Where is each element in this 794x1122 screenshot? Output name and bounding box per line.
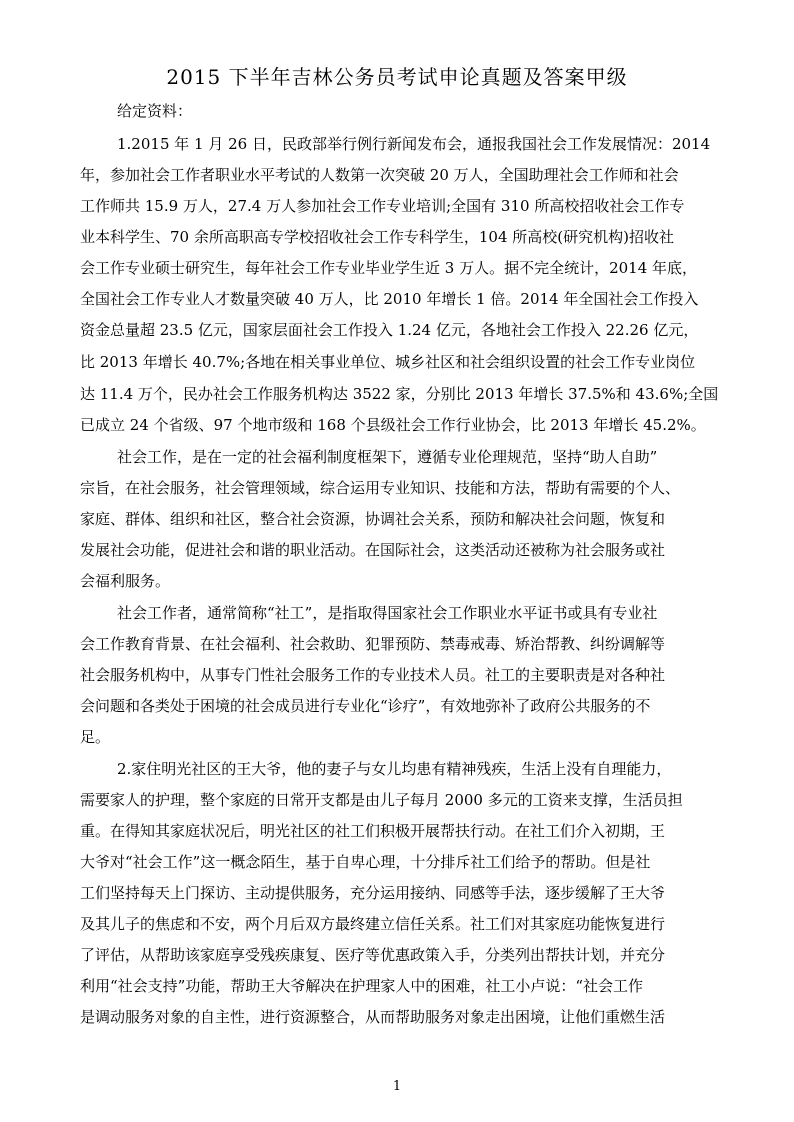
- text-line: 需要家人的护理，整个家庭的日常开支都是由儿子每月 2000 多元的工资来支撑，生活员担: [80, 791, 683, 809]
- text-line: 工们坚持每天上门探访、主动提供服务，充分运用接纳、同感等手法，逐步缓解了王大爷: [80, 884, 666, 902]
- text-line: 资金总量超 23.5 亿元，国家层面社会工作投入 1.24 亿元，各地社会工作投入 22.26 亿元，: [80, 321, 699, 339]
- text-line: 社会工作，是在一定的社会福利制度框架下，遵循专业伦理规范，坚持“助人自助”: [117, 448, 658, 466]
- text-line: 会工作专业硕士研究生，每年社会工作专业毕业学生近 3 万人。据不完全统计，2014 年底，: [80, 259, 698, 277]
- text-line: 1.2015 年 1 月 26 日，民政部举行例行新闻发布会，通报我国社会工作发展情况：2014: [117, 135, 711, 153]
- text-line: 会工作教育背景、在社会福利、社会救助、犯罪预防、禁毒戒毒、矫治帮教、纠纷调解等: [80, 635, 666, 653]
- text-line: 大爷对“社会工作”这一概念陌生，基于自卑心理，十分排斥社工们给予的帮助。但是社: [80, 853, 651, 871]
- text-line: 会福利服务。: [80, 572, 171, 590]
- text-line: 社会工作者，通常简称“社工”，是指取得国家社会工作职业水平证书或具有专业社: [117, 604, 658, 622]
- text-line: 了评估，从帮助该家庭享受残疾康复、医疗等优惠政策入手，分类列出帮扶计划，并充分: [80, 946, 666, 964]
- text-line: 给定资料：: [117, 102, 193, 120]
- text-line: 是调动服务对象的自主性，进行资源整合，从而帮助服务对象走出困境，让他们重燃生活: [80, 1008, 666, 1026]
- document-title: 2015 下半年吉林公务员考试申论真题及答案甲级: [166, 65, 628, 89]
- text-line: 利用“社会支持”功能，帮助王大爷解决在护理家人中的困难，社工小卢说：“社会工作: [80, 977, 644, 995]
- text-line: 达 11.4 万个，民办社会工作服务机构达 3522 家，分别比 2013 年增长 37.5%和 43.6%;全国: [80, 385, 719, 403]
- text-line: 业本科学生、70 余所高职高专学校招收社会工作专科学生，104 所高校(研究机构)招收社: [80, 228, 674, 246]
- text-line: 会问题和各类处于困境的社会成员进行专业化“诊疗”，有效地弥补了政府公共服务的不: [80, 697, 651, 715]
- text-line: 工作师共 15.9 万人，27.4 万人参加社会工作专业培训;全国有 310 所高校招收社会工作专: [80, 197, 685, 215]
- text-line: 家庭、群体、组织和社区，整合社会资源，协调社会关系，预防和解决社会问题，恢复和: [80, 510, 666, 528]
- text-line: 已成立 24 个省级、97 个地市级和 168 个县级社会工作行业协会，比 2013 年增长 45.2%。: [80, 416, 706, 434]
- text-line: 宗旨，在社会服务，社会管理领域，综合运用专业知识、技能和方法，帮助有需要的个人、: [80, 479, 681, 497]
- text-line: 年，参加社会工作者职业水平考试的人数第一次突破 20 万人，全国助理社会工作师和社会: [80, 166, 679, 184]
- text-line: 2.家住明光社区的王大爷，他的妻子与女儿均患有精神残疾，生活上没有自理能力，: [117, 760, 672, 778]
- text-line: 及其儿子的焦虑和不安，两个月后双方最终建立信任关系。社工们对其家庭功能恢复进行: [80, 915, 666, 933]
- text-line: 重。在得知其家庭状况后，明光社区的社工们积极开展帮扶行动。在社工们介入初期，王: [80, 822, 666, 840]
- text-line: 发展社会功能，促进社会和谐的职业活动。在国际社会，这类活动还被称为社会服务或社: [80, 541, 666, 559]
- text-line: 比 2013 年增长 40.7%;各地在相关事业单位、城乡社区和社会组织设置的社会工作专业岗位: [80, 353, 696, 371]
- text-line: 社会服务机构中，从事专门性社会服务工作的专业技术人员。社工的主要职责是对各种社: [80, 666, 666, 684]
- page-number: 1: [392, 1079, 402, 1094]
- text-line: 足。: [80, 728, 111, 746]
- text-line: 全国社会工作专业人才数量突破 40 万人，比 2010 年增长 1 倍。2014 年全国社会工作投入: [80, 290, 699, 308]
